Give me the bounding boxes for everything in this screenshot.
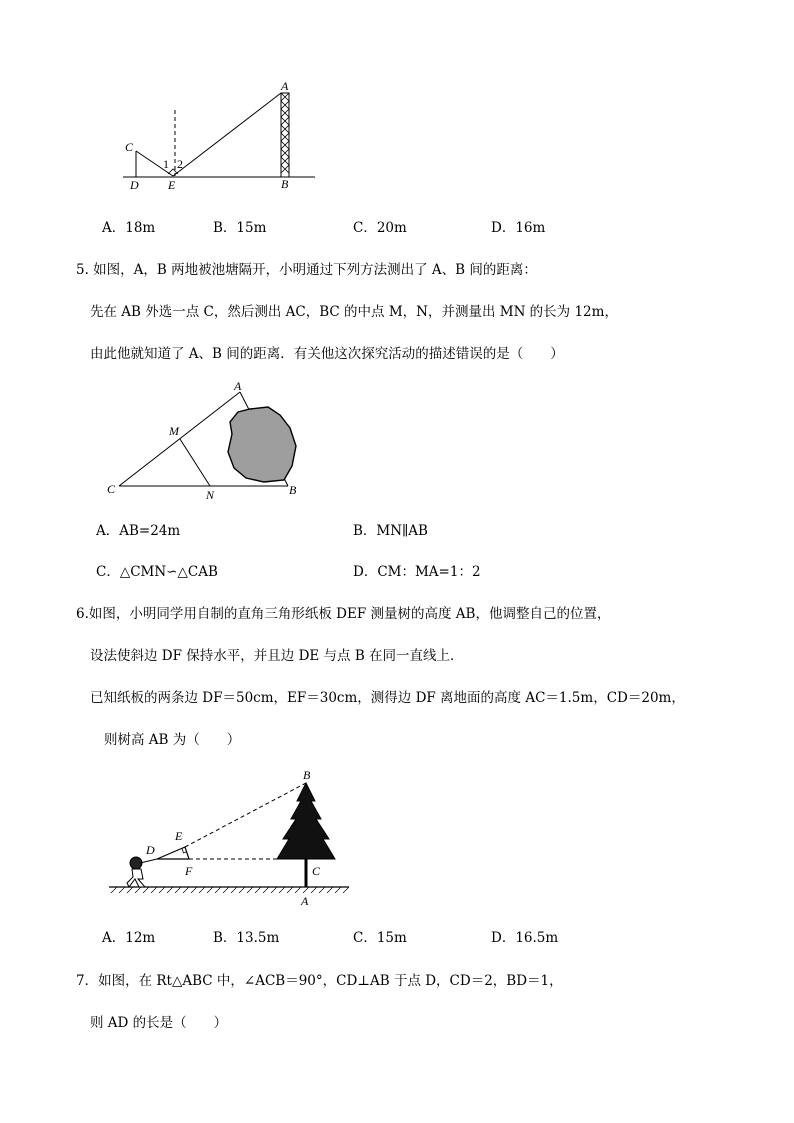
q4-option-c: C．20m — [353, 220, 407, 236]
q5-text-line1: 5. 如图，A，B 两地被池塘隔开，小明通过下列方法测出了 A、B 间的距离： — [76, 262, 537, 278]
q5-option-c: C．△CMN∽△CAB — [96, 564, 218, 580]
q5-option-d: D．CM：MA=1：2 — [353, 564, 481, 580]
q6-option-a: A．12m — [102, 930, 156, 946]
figure-q4-tower — [115, 78, 325, 196]
q6-option-b: B．13.5m — [213, 930, 280, 946]
fig6-label-B: B — [303, 768, 311, 782]
q6-text-line1: 6.如图，小明同学用自制的直角三角形纸板 DEF 测量树的高度 AB，他调整自己的位置， — [76, 606, 611, 622]
fig5-label-M: M — [169, 424, 179, 438]
q7-text-line2: 则 AD 的长是（ ） — [90, 1015, 228, 1031]
fig5-label-C: C — [107, 482, 116, 496]
q6-text-line4: 则树高 AB 为（ ） — [104, 732, 241, 748]
q6-text-line3: 已知纸板的两条边 DF＝50cm，EF＝30cm，测得边 DF 离地面的高度 AC＝1.5m，CD＝20m， — [90, 690, 685, 706]
q4-option-d: D．16m — [491, 220, 546, 236]
fig6-label-D: D — [146, 843, 155, 857]
fig5-label-A: A — [234, 379, 242, 393]
q5-text-line2: 先在 AB 外选一点 C，然后测出 AC，BC 的中点 M，N，并测量出 MN 的长为 12m， — [90, 304, 618, 320]
q5-option-b: B．MN∥AB — [353, 523, 428, 539]
figure-q5-pond — [100, 376, 310, 504]
q4-option-b: B．15m — [213, 220, 267, 236]
fig4-angle-2: 2 — [177, 157, 183, 171]
q7-text-line1: 7．如图，在 Rt△ABC 中，∠ACB＝90°，CD⊥AB 于点 D，CD＝2，BD＝1， — [76, 973, 563, 989]
fig6-label-C: C — [312, 864, 321, 878]
q4-option-a: A．18m — [102, 220, 156, 236]
fig5-label-B: B — [289, 483, 297, 497]
fig6-label-A: A — [301, 894, 309, 908]
fig4-label-A: A — [281, 79, 289, 93]
fig4-label-D: D — [130, 178, 139, 192]
fig4-label-B: B — [281, 177, 289, 191]
fig4-label-C: C — [125, 140, 134, 154]
q6-option-d: D．16.5m — [491, 930, 559, 946]
figure-q6-tree — [105, 763, 355, 911]
fig6-label-F: F — [185, 864, 193, 878]
fig4-angle-1: 1 — [163, 157, 169, 171]
fig5-label-N: N — [206, 488, 215, 502]
q6-option-c: C．15m — [353, 930, 407, 946]
q5-option-a: A．AB=24m — [96, 523, 181, 539]
q5-text-line3: 由此他就知道了 A、B 间的距离．有关他这次探究活动的描述错误的是（ ） — [90, 346, 564, 362]
q6-text-line2: 设法使斜边 DF 保持水平，并且边 DE 与点 B 在同一直线上． — [90, 648, 464, 664]
fig4-label-E: E — [168, 178, 176, 192]
fig6-label-E: E — [175, 829, 183, 843]
